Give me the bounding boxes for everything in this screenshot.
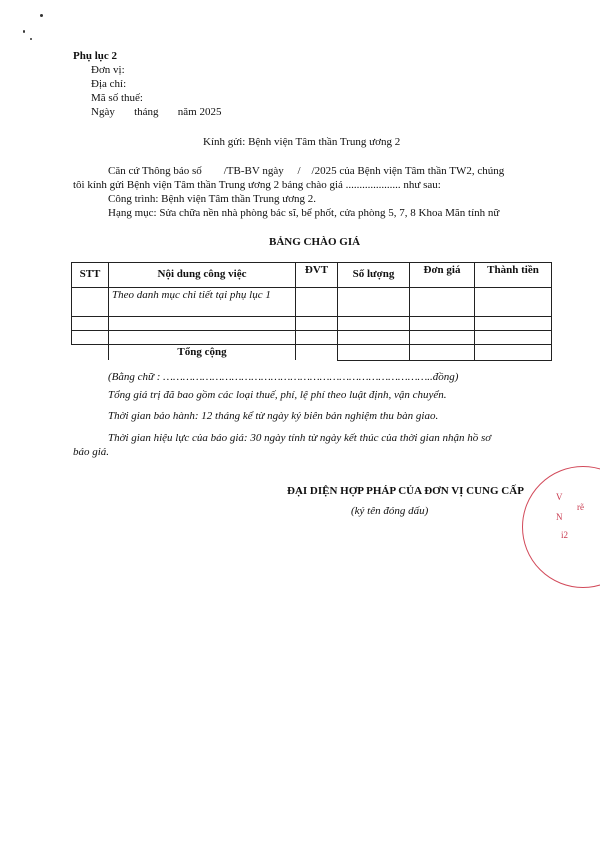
reference-line-1: Căn cứ Thông báo số /TB-BV ngày / /2025 của Bệnh viện Tâm thần TW2, chúng	[108, 165, 505, 177]
header-unit: ĐVT	[296, 263, 338, 288]
unit-label: Đơn vị:	[91, 64, 125, 76]
table-header-row	[72, 263, 552, 288]
table-title: BẢNG CHÀO GIÁ	[269, 236, 361, 248]
empty-cell	[475, 345, 552, 361]
row-amount	[475, 288, 552, 317]
total-label: Tổng cộng	[109, 345, 296, 361]
row-unit	[296, 288, 338, 317]
empty-cell	[410, 345, 475, 361]
validity-note-line-1: Thời gian hiệu lực của báo giá: 30 ngày tính từ ngày kết thúc của thời gian nhận hồ sơ	[108, 432, 492, 444]
validity-note-line-2: báo giá.	[73, 446, 110, 458]
empty-cell	[109, 331, 296, 345]
empty-cell	[72, 345, 109, 361]
row-unit-price	[410, 288, 475, 317]
category-line: Hạng mục: Sửa chữa nền nhà phòng bác sĩ, bể phốt, cửa phòng 5, 7, 8 Khoa Mãn tính nữ	[108, 207, 500, 219]
project-line: Công trình: Bệnh viện Tâm thần Trung ương 2.	[108, 193, 317, 205]
signature-title: ĐẠI DIỆN HỢP PHÁP CỦA ĐƠN VỊ CUNG CẤP	[287, 485, 524, 497]
company-seal	[522, 466, 600, 588]
empty-cell	[338, 317, 410, 331]
scan-speck	[40, 14, 43, 17]
tax-code-label: Mã số thuế:	[91, 92, 143, 104]
price-includes-note: Tổng giá trị đã bao gồm các loại thuế, phí, lệ phí theo luật định, vận chuyển.	[108, 389, 447, 401]
empty-cell	[338, 331, 410, 345]
warranty-note: Thời gian bảo hành: 12 tháng kể từ ngày ký biên bản nghiệm thu bàn giao.	[108, 410, 439, 422]
header-stt: STT	[72, 263, 109, 288]
seal-fragment: i2	[561, 530, 569, 540]
table-row	[72, 288, 552, 317]
empty-cell	[475, 331, 552, 345]
empty-cell	[296, 345, 338, 361]
empty-cell	[475, 317, 552, 331]
seal-fragment: N	[556, 512, 563, 522]
recipient-line: Kính gửi: Bệnh viện Tâm thần Trung ương 2	[203, 136, 401, 148]
header-amount: Thành tiền	[475, 263, 552, 288]
header-content: Nội dung công việc	[109, 263, 296, 288]
empty-cell	[338, 345, 410, 361]
header-unit-price: Đơn giá	[410, 263, 475, 288]
empty-cell	[296, 331, 338, 345]
amount-in-words: (Bằng chữ : ………………………………………………………………………..đồng)	[108, 371, 459, 383]
reference-line-2: tôi kính gửi Bệnh viện Tâm thần Trung ương 2 bảng chào giá .................... như sau:	[73, 179, 441, 191]
empty-cell	[410, 317, 475, 331]
empty-cell	[72, 331, 109, 345]
scan-speck	[30, 38, 32, 40]
empty-cell	[410, 331, 475, 345]
table-row	[72, 317, 552, 331]
empty-cell	[296, 317, 338, 331]
row-quantity	[338, 288, 410, 317]
appendix-label: Phụ lục 2	[73, 50, 118, 62]
header-quantity: Số lượng	[338, 263, 410, 288]
table-total-row	[72, 345, 552, 361]
scan-speck	[23, 30, 25, 33]
date-line: Ngày tháng năm 2025	[91, 106, 222, 118]
table-row	[72, 331, 552, 345]
row-content: Theo danh mục chi tiết tại phụ lục 1	[109, 288, 296, 317]
signature-note: (ký tên đóng dấu)	[351, 505, 429, 517]
seal-fragment: V	[556, 492, 563, 502]
row-stt	[72, 288, 109, 317]
empty-cell	[109, 317, 296, 331]
quotation-table	[71, 262, 552, 361]
address-label: Địa chỉ:	[91, 78, 127, 90]
empty-cell	[72, 317, 109, 331]
seal-fragment: rẽ	[577, 502, 584, 512]
